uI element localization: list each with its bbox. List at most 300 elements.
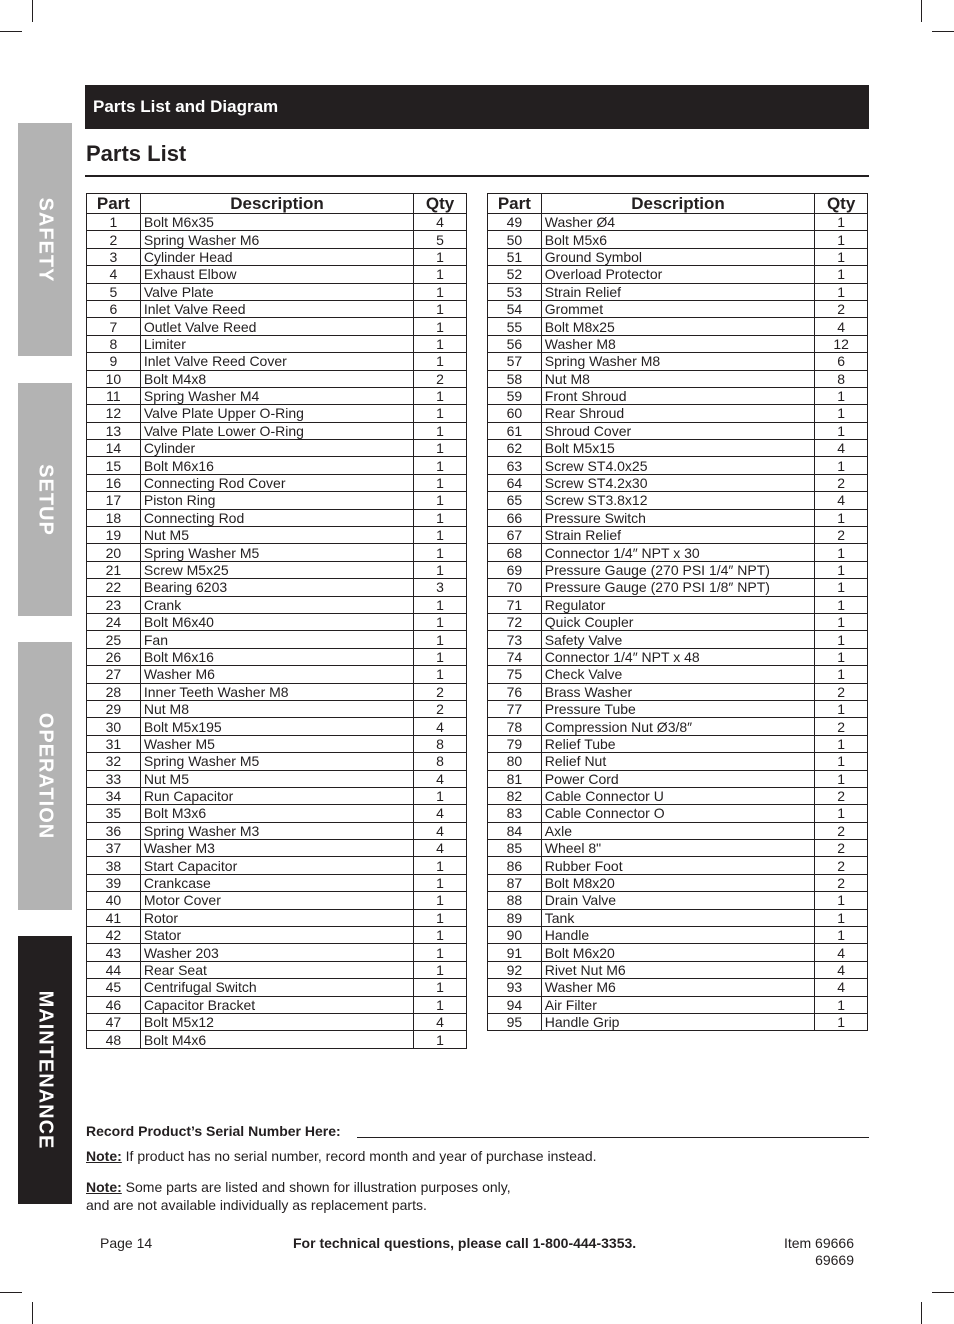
description-cell: Pressure Gauge (270 PSI 1/4″ NPT)	[541, 561, 814, 578]
description-cell: Relief Tube	[541, 735, 814, 752]
qty-cell: 1	[815, 248, 868, 265]
qty-cell: 1	[815, 631, 868, 648]
description-cell: Crank	[140, 596, 413, 613]
qty-cell: 1	[815, 996, 868, 1013]
table-row	[87, 457, 467, 474]
qty-cell: 1	[815, 770, 868, 787]
description-cell: Spring Washer M4	[140, 387, 413, 404]
table-row	[87, 631, 467, 648]
description-cell: Front Shroud	[541, 387, 814, 404]
part-number-cell: 44	[87, 961, 141, 978]
part-number-cell: 19	[87, 527, 141, 544]
description-cell: Air Filter	[541, 996, 814, 1013]
note-text: If product has no serial number, record month and year of purchase instead.	[121, 1148, 597, 1164]
qty-cell: 4	[414, 770, 467, 787]
part-number-cell: 67	[488, 527, 542, 544]
side-tab-setup[interactable]	[18, 383, 72, 616]
table-row	[488, 718, 868, 735]
qty-cell: 12	[815, 335, 868, 352]
qty-cell: 1	[414, 648, 467, 665]
qty-cell: 1	[815, 283, 868, 300]
part-number-cell: 49	[488, 214, 542, 231]
part-number-cell: 95	[488, 1013, 542, 1030]
table-row	[87, 405, 467, 422]
description-cell: Washer Ø4	[541, 214, 814, 231]
part-number-cell: 61	[488, 422, 542, 439]
table-row	[488, 318, 868, 335]
table-row	[488, 805, 868, 822]
qty-cell: 2	[815, 787, 868, 804]
part-number-cell: 57	[488, 353, 542, 370]
qty-cell: 1	[815, 700, 868, 717]
part-number-cell: 86	[488, 857, 542, 874]
qty-cell: 1	[414, 787, 467, 804]
table-row	[488, 283, 868, 300]
qty-cell: 1	[414, 266, 467, 283]
table-row	[87, 805, 467, 822]
description-cell: Bearing 6203	[140, 579, 413, 596]
part-number-cell: 37	[87, 840, 141, 857]
part-number-cell: 26	[87, 648, 141, 665]
qty-cell: 1	[414, 857, 467, 874]
table-row	[87, 840, 467, 857]
part-number-cell: 84	[488, 822, 542, 839]
parts-table-right	[487, 193, 868, 1031]
parts-table-left	[86, 193, 467, 1049]
description-cell: Rear Seat	[140, 961, 413, 978]
part-number-cell: 27	[87, 666, 141, 683]
table-row	[87, 561, 467, 578]
side-tab-label: MAINTENANCE	[34, 990, 57, 1150]
tech-support-text: For technical questions, please call 1-800-444-3353.	[293, 1235, 637, 1251]
description-cell: Valve Plate Lower O-Ring	[140, 422, 413, 439]
description-cell: Screw ST3.8x12	[541, 492, 814, 509]
qty-cell: 1	[815, 231, 868, 248]
description-cell: Pressure Gauge (270 PSI 1/8″ NPT)	[541, 579, 814, 596]
part-number-cell: 53	[488, 283, 542, 300]
part-number-cell: 66	[488, 509, 542, 526]
description-cell: Wheel 8"	[541, 840, 814, 857]
table-row	[488, 300, 868, 317]
part-number-cell: 25	[87, 631, 141, 648]
table-row	[87, 787, 467, 804]
qty-cell: 4	[414, 822, 467, 839]
table-row	[87, 892, 467, 909]
table-row	[87, 1013, 467, 1030]
item-number	[779, 1235, 854, 1269]
part-number-cell: 39	[87, 874, 141, 891]
description-cell: Screw ST4.2x30	[541, 474, 814, 491]
table-row	[87, 509, 467, 526]
part-number-cell: 70	[488, 579, 542, 596]
table-row	[488, 909, 868, 926]
table-row	[87, 683, 467, 700]
qty-cell: 1	[815, 892, 868, 909]
part-number-cell: 32	[87, 753, 141, 770]
qty-cell: 2	[815, 527, 868, 544]
table-row	[488, 492, 868, 509]
qty-cell: 1	[414, 300, 467, 317]
table-row	[87, 718, 467, 735]
description-cell: Pressure Tube	[541, 700, 814, 717]
qty-cell: 4	[414, 1013, 467, 1030]
table-row	[488, 579, 868, 596]
qty-cell: 2	[815, 874, 868, 891]
part-number-cell: 88	[488, 892, 542, 909]
qty-cell: 1	[815, 613, 868, 630]
table-row	[488, 822, 868, 839]
item-number-line1: Item 69666	[783, 1235, 854, 1251]
qty-cell: 2	[414, 700, 467, 717]
part-number-cell: 6	[87, 300, 141, 317]
table-row	[488, 666, 868, 683]
table-row	[488, 613, 868, 630]
qty-cell: 1	[815, 561, 868, 578]
part-number-cell: 46	[87, 996, 141, 1013]
description-cell: Compression Nut Ø3/8″	[541, 718, 814, 735]
column-header-part: Part	[87, 194, 141, 214]
description-cell: Bolt M3x6	[140, 805, 413, 822]
table-row	[488, 892, 868, 909]
qty-cell: 1	[815, 544, 868, 561]
qty-cell: 1	[414, 387, 467, 404]
description-cell: Strain Relief	[541, 283, 814, 300]
table-row	[87, 961, 467, 978]
part-number-cell: 16	[87, 474, 141, 491]
part-number-cell: 91	[488, 944, 542, 961]
table-row	[87, 753, 467, 770]
part-number-cell: 78	[488, 718, 542, 735]
table-row	[87, 996, 467, 1013]
part-number-cell: 58	[488, 370, 542, 387]
description-cell: Bolt M6x20	[541, 944, 814, 961]
description-cell: Run Capacitor	[140, 787, 413, 804]
part-number-cell: 38	[87, 857, 141, 874]
qty-cell: 4	[815, 440, 868, 457]
description-cell: Rivet Nut M6	[541, 961, 814, 978]
table-row	[87, 1031, 467, 1048]
qty-cell: 1	[414, 927, 467, 944]
table-row	[488, 735, 868, 752]
side-tab-maintenance[interactable]	[18, 936, 72, 1204]
description-cell: Bolt M4x6	[140, 1031, 413, 1048]
description-cell: Bolt M6x40	[140, 613, 413, 630]
qty-cell: 1	[414, 874, 467, 891]
qty-cell: 1	[414, 961, 467, 978]
serial-number-line[interactable]	[357, 1137, 869, 1138]
part-number-cell: 29	[87, 700, 141, 717]
table-row	[87, 944, 467, 961]
part-number-cell: 17	[87, 492, 141, 509]
description-cell: Pressure Switch	[541, 509, 814, 526]
part-number-cell: 69	[488, 561, 542, 578]
table-row	[87, 927, 467, 944]
crop-mark	[0, 31, 22, 32]
table-row	[488, 961, 868, 978]
part-number-cell: 64	[488, 474, 542, 491]
table-row	[87, 822, 467, 839]
table-row	[488, 214, 868, 231]
description-cell: Axle	[541, 822, 814, 839]
part-number-cell: 24	[87, 613, 141, 630]
description-cell: Exhaust Elbow	[140, 266, 413, 283]
part-number-cell: 23	[87, 596, 141, 613]
table-row	[87, 422, 467, 439]
part-number-cell: 60	[488, 405, 542, 422]
part-number-cell: 15	[87, 457, 141, 474]
item-number-line2: 69669	[815, 1252, 854, 1268]
description-cell: Bolt M8x20	[541, 874, 814, 891]
crop-mark	[921, 1302, 922, 1324]
part-number-cell: 5	[87, 283, 141, 300]
qty-cell: 1	[815, 666, 868, 683]
qty-cell: 1	[414, 944, 467, 961]
table-row	[488, 1013, 868, 1030]
table-row	[87, 214, 467, 231]
description-cell: Washer M5	[140, 735, 413, 752]
description-cell: Brass Washer	[541, 683, 814, 700]
part-number-cell: 43	[87, 944, 141, 961]
description-cell: Rear Shroud	[541, 405, 814, 422]
part-number-cell: 51	[488, 248, 542, 265]
crop-mark	[932, 1292, 954, 1293]
part-number-cell: 80	[488, 753, 542, 770]
table-row	[488, 840, 868, 857]
description-cell: Spring Washer M8	[541, 353, 814, 370]
qty-cell: 2	[815, 718, 868, 735]
part-number-cell: 12	[87, 405, 141, 422]
description-cell: Washer M3	[140, 840, 413, 857]
table-row	[87, 335, 467, 352]
table-row	[488, 857, 868, 874]
table-row	[488, 753, 868, 770]
description-cell: Cylinder Head	[140, 248, 413, 265]
qty-cell: 2	[815, 840, 868, 857]
qty-cell: 1	[815, 387, 868, 404]
description-cell: Shroud Cover	[541, 422, 814, 439]
table-row	[87, 613, 467, 630]
qty-cell: 6	[815, 353, 868, 370]
qty-cell: 1	[414, 909, 467, 926]
description-cell: Outlet Valve Reed	[140, 318, 413, 335]
qty-cell: 1	[414, 492, 467, 509]
qty-cell: 2	[414, 370, 467, 387]
table-row	[488, 509, 868, 526]
table-row	[488, 422, 868, 439]
part-number-cell: 62	[488, 440, 542, 457]
qty-cell: 8	[414, 753, 467, 770]
qty-cell: 1	[815, 735, 868, 752]
qty-cell: 1	[414, 996, 467, 1013]
table-row	[488, 979, 868, 996]
description-cell: Rotor	[140, 909, 413, 926]
qty-cell: 1	[414, 596, 467, 613]
description-cell: Handle	[541, 927, 814, 944]
part-number-cell: 65	[488, 492, 542, 509]
description-cell: Handle Grip	[541, 1013, 814, 1030]
qty-cell: 1	[414, 631, 467, 648]
qty-cell: 8	[815, 370, 868, 387]
side-tab-safety[interactable]	[18, 123, 72, 356]
table-row	[488, 996, 868, 1013]
table-row	[87, 874, 467, 891]
column-header-qty: Qty	[414, 194, 467, 214]
description-cell: Cylinder	[140, 440, 413, 457]
description-cell: Motor Cover	[140, 892, 413, 909]
table-row	[488, 927, 868, 944]
description-cell: Drain Valve	[541, 892, 814, 909]
table-row	[87, 440, 467, 457]
description-cell: Washer M6	[541, 979, 814, 996]
note-label: Note:	[86, 1179, 122, 1195]
description-cell: Rubber Foot	[541, 857, 814, 874]
note-label: Note:	[86, 1148, 122, 1164]
table-row	[488, 266, 868, 283]
description-cell: Inlet Valve Reed Cover	[140, 353, 413, 370]
qty-cell: 1	[815, 909, 868, 926]
description-cell: Bolt M5x12	[140, 1013, 413, 1030]
column-header-part: Part	[488, 194, 542, 214]
page-number: Page 14	[100, 1235, 153, 1251]
table-row	[488, 544, 868, 561]
qty-cell: 2	[815, 822, 868, 839]
part-number-cell: 90	[488, 927, 542, 944]
part-number-cell: 4	[87, 266, 141, 283]
table-row	[87, 596, 467, 613]
qty-cell: 1	[414, 509, 467, 526]
table-row	[87, 579, 467, 596]
description-cell: Limiter	[140, 335, 413, 352]
part-number-cell: 45	[87, 979, 141, 996]
qty-cell: 1	[815, 805, 868, 822]
qty-cell: 1	[414, 892, 467, 909]
qty-cell: 1	[414, 353, 467, 370]
qty-cell: 1	[414, 248, 467, 265]
qty-cell: 1	[414, 440, 467, 457]
qty-cell: 1	[815, 422, 868, 439]
table-row	[488, 440, 868, 457]
part-number-cell: 79	[488, 735, 542, 752]
table-row	[87, 231, 467, 248]
description-cell: Bolt M6x16	[140, 648, 413, 665]
qty-cell: 1	[414, 422, 467, 439]
qty-cell: 1	[815, 457, 868, 474]
table-row	[488, 631, 868, 648]
part-number-cell: 87	[488, 874, 542, 891]
qty-cell: 2	[815, 683, 868, 700]
part-number-cell: 73	[488, 631, 542, 648]
part-number-cell: 2	[87, 231, 141, 248]
qty-cell: 1	[414, 527, 467, 544]
description-cell: Bolt M5x6	[541, 231, 814, 248]
part-number-cell: 34	[87, 787, 141, 804]
description-cell: Bolt M6x35	[140, 214, 413, 231]
table-row	[87, 857, 467, 874]
table-row	[87, 300, 467, 317]
side-tab-operation[interactable]	[18, 642, 72, 910]
qty-cell: 1	[414, 474, 467, 491]
qty-cell: 1	[414, 318, 467, 335]
qty-cell: 3	[414, 579, 467, 596]
table-row	[488, 596, 868, 613]
table-row	[488, 527, 868, 544]
part-number-cell: 72	[488, 613, 542, 630]
qty-cell: 8	[414, 735, 467, 752]
part-number-cell: 47	[87, 1013, 141, 1030]
description-cell: Washer 203	[140, 944, 413, 961]
qty-cell: 4	[414, 718, 467, 735]
description-cell: Power Cord	[541, 770, 814, 787]
part-number-cell: 68	[488, 544, 542, 561]
table-row	[488, 248, 868, 265]
section-header: Parts List and Diagram	[85, 85, 869, 129]
side-tab-label: SAFETY	[34, 197, 57, 282]
qty-cell: 4	[815, 944, 868, 961]
qty-cell: 1	[414, 613, 467, 630]
description-cell: Overload Protector	[541, 266, 814, 283]
part-number-cell: 52	[488, 266, 542, 283]
part-number-cell: 35	[87, 805, 141, 822]
description-cell: Valve Plate Upper O-Ring	[140, 405, 413, 422]
description-cell: Centrifugal Switch	[140, 979, 413, 996]
table-row	[87, 370, 467, 387]
part-number-cell: 31	[87, 735, 141, 752]
table-row	[488, 370, 868, 387]
table-row	[488, 353, 868, 370]
description-cell: Tank	[541, 909, 814, 926]
part-number-cell: 21	[87, 561, 141, 578]
table-header-row	[488, 194, 868, 214]
part-number-cell: 50	[488, 231, 542, 248]
crop-mark	[0, 1292, 22, 1293]
table-row	[488, 787, 868, 804]
description-cell: Cable Connector O	[541, 805, 814, 822]
description-cell: Stator	[140, 927, 413, 944]
part-number-cell: 59	[488, 387, 542, 404]
description-cell: Connector 1/4″ NPT x 48	[541, 648, 814, 665]
part-number-cell: 85	[488, 840, 542, 857]
description-cell: Cable Connector U	[541, 787, 814, 804]
part-number-cell: 14	[87, 440, 141, 457]
crop-mark	[32, 1302, 33, 1324]
qty-cell: 1	[815, 596, 868, 613]
table-row	[488, 457, 868, 474]
table-row	[488, 700, 868, 717]
description-cell: Bolt M5x15	[541, 440, 814, 457]
table-row	[488, 474, 868, 491]
table-row	[87, 735, 467, 752]
qty-cell: 2	[815, 300, 868, 317]
part-number-cell: 22	[87, 579, 141, 596]
column-header-description: Description	[140, 194, 413, 214]
part-number-cell: 36	[87, 822, 141, 839]
table-row	[87, 266, 467, 283]
qty-cell: 1	[815, 214, 868, 231]
table-row	[87, 353, 467, 370]
qty-cell: 1	[815, 405, 868, 422]
table-row	[87, 770, 467, 787]
qty-cell: 1	[815, 927, 868, 944]
description-cell: Bolt M5x195	[140, 718, 413, 735]
qty-cell: 4	[815, 492, 868, 509]
qty-cell: 1	[414, 283, 467, 300]
description-cell: Screw ST4.0x25	[541, 457, 814, 474]
table-row	[87, 318, 467, 335]
qty-cell: 4	[815, 318, 868, 335]
part-number-cell: 56	[488, 335, 542, 352]
description-cell: Start Capacitor	[140, 857, 413, 874]
table-row	[87, 474, 467, 491]
